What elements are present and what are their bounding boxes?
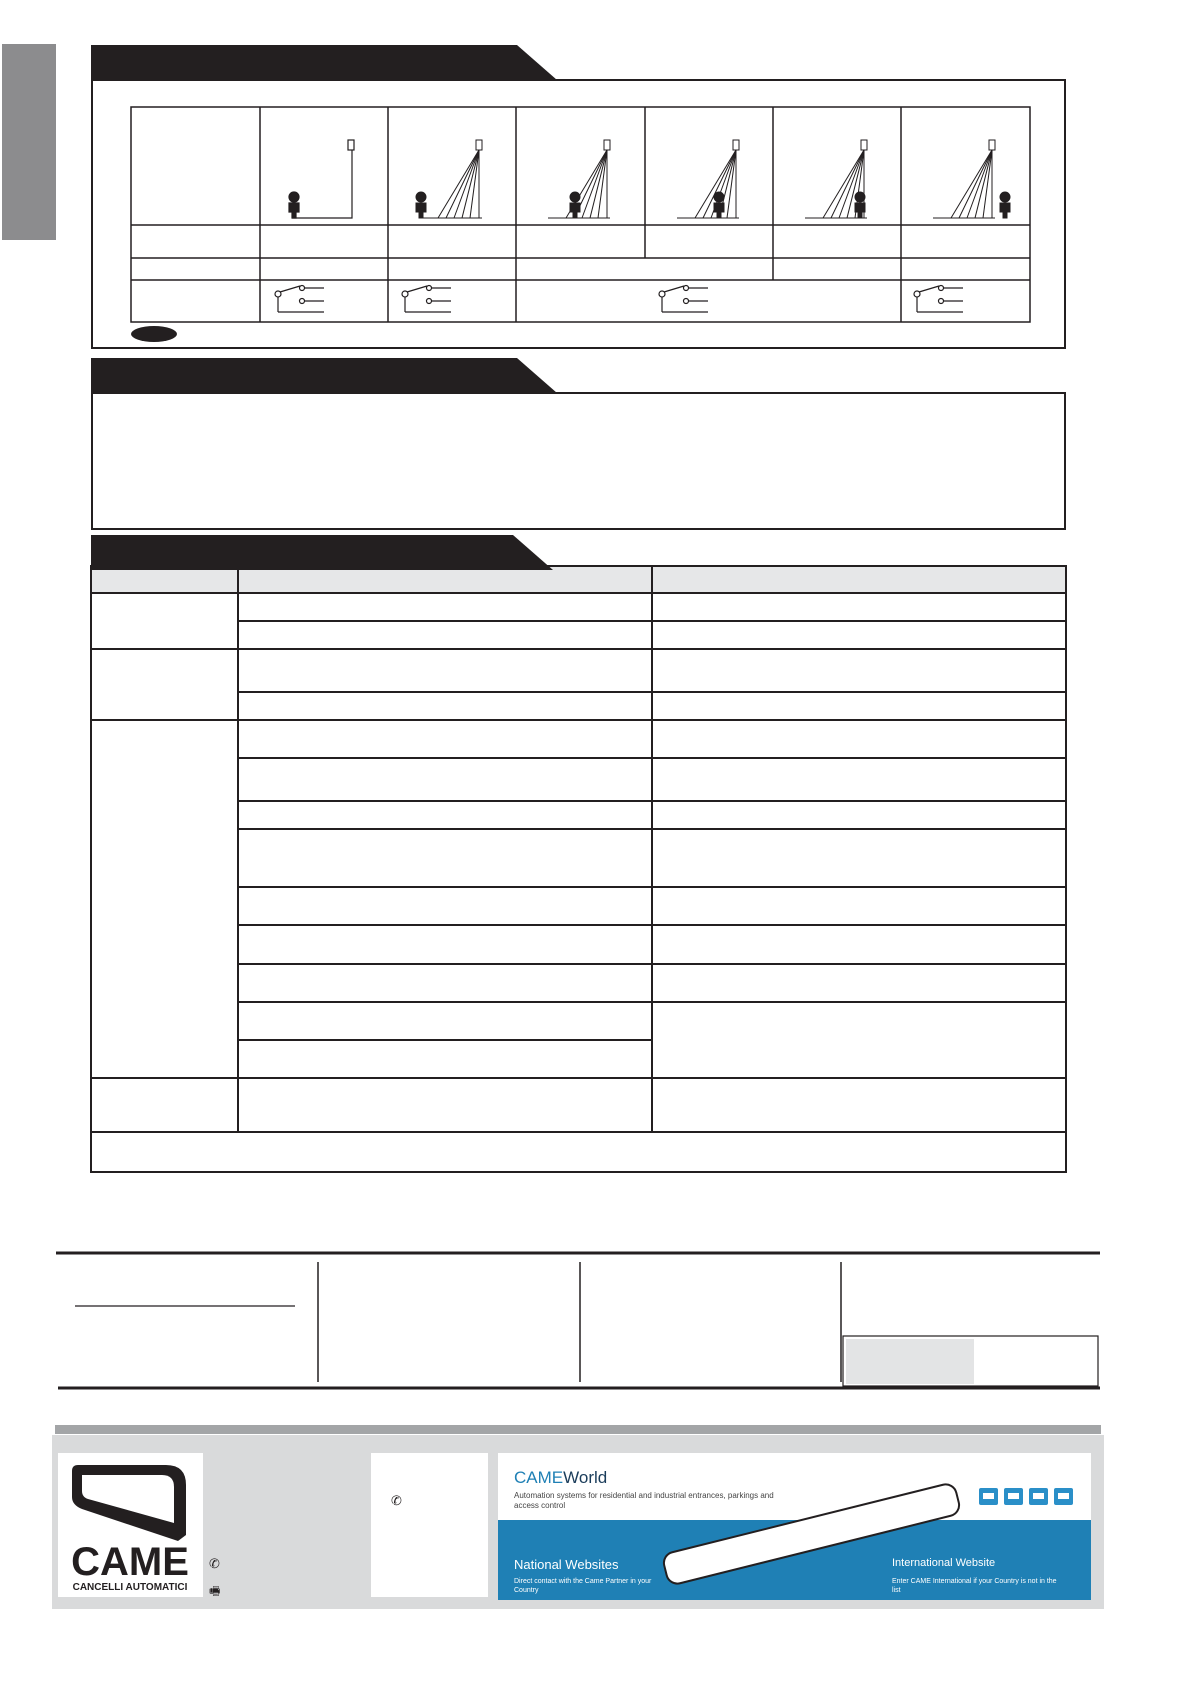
- relay-symbol-2: [402, 286, 451, 313]
- national-websites-link[interactable]: National Websites: [514, 1557, 619, 1572]
- barrier-icon: [1054, 1488, 1073, 1505]
- cameworld-banner[interactable]: [498, 1453, 1091, 1600]
- scene-cell-6: [933, 140, 1010, 218]
- came-logo: [58, 1453, 203, 1597]
- international-website-link[interactable]: International Website: [892, 1557, 996, 1569]
- scene-cell-4: [677, 140, 739, 218]
- specs-table: [91, 566, 1066, 1172]
- section-2-header: [91, 358, 557, 393]
- phone-icon: ✆: [209, 1556, 220, 1571]
- logo-wordmark: CAME: [71, 1540, 189, 1584]
- relay-symbol-4: [914, 286, 963, 313]
- store-button[interactable]: [846, 1339, 974, 1384]
- scene-cell-2: [416, 140, 482, 218]
- international-website-sub: Enter CAME International if your Country is not in the list: [892, 1578, 1057, 1594]
- band-top-bar: [55, 1425, 1101, 1434]
- banner-icons: [979, 1488, 1073, 1505]
- banner-title: CAMEWorld: [514, 1468, 608, 1487]
- phone-icon-2: ✆: [391, 1493, 402, 1508]
- contact-card: [371, 1453, 488, 1597]
- logo-subtext: CANCELLI AUTOMATICI: [72, 1582, 188, 1593]
- scene-cell-1: [289, 140, 354, 218]
- detection-table: [131, 107, 1030, 322]
- scene-cell-5: [805, 140, 867, 218]
- relay-symbol-3: [659, 286, 708, 313]
- section-2-box: [91, 392, 1066, 530]
- section-3-header: [91, 535, 553, 570]
- garage-icon: [1004, 1488, 1023, 1505]
- gate-icon: [979, 1488, 998, 1505]
- banner-subtitle: Automation systems for residential and industrial entrances, parkings and access control: [514, 1491, 774, 1510]
- fax-icon: 🖷: [209, 1584, 221, 1598]
- scene-cell-3: [548, 140, 610, 218]
- door-icon: [1029, 1488, 1048, 1505]
- note-badge: [131, 326, 177, 342]
- national-websites-sub: Direct contact with the Came Partner in your Country: [514, 1578, 652, 1594]
- came-logo-card: [58, 1453, 203, 1597]
- relay-symbol-1: [275, 286, 324, 313]
